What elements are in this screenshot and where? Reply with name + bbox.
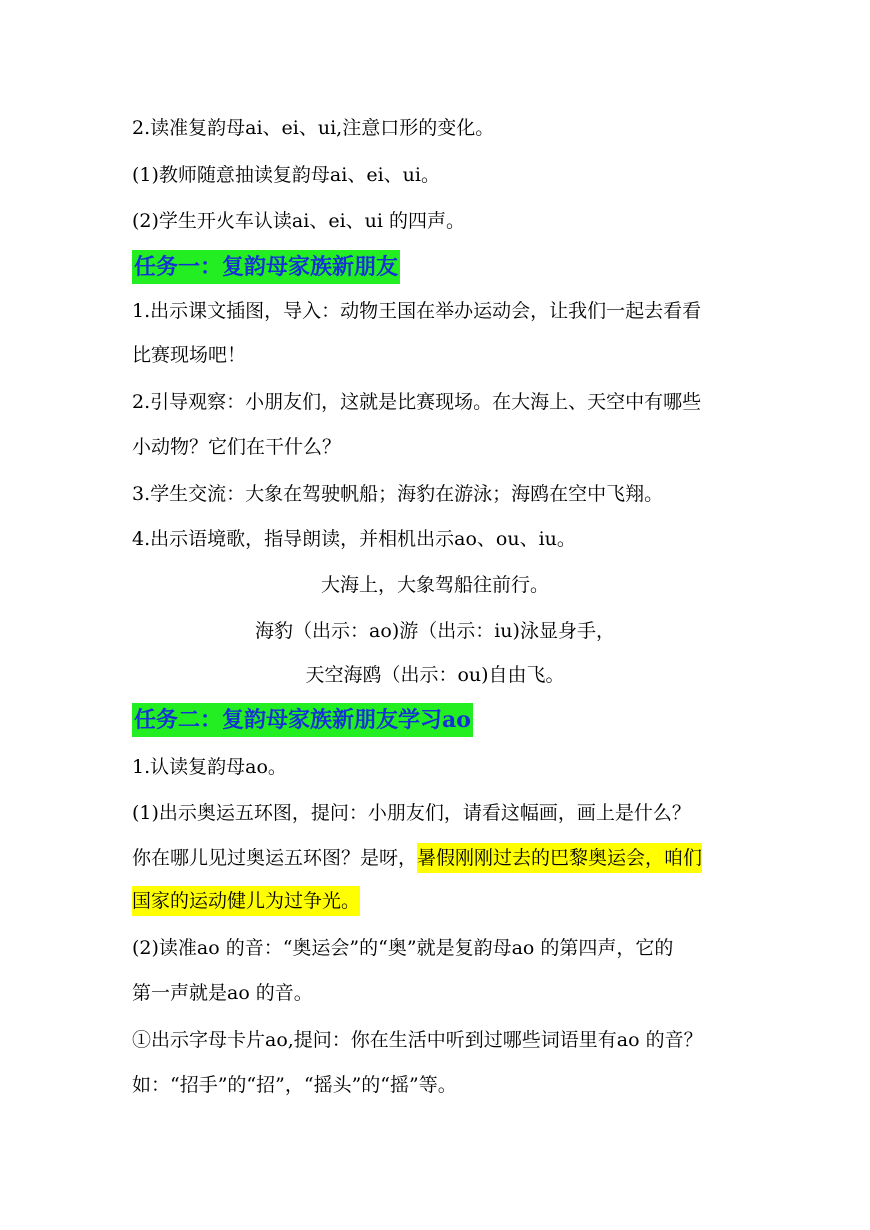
paragraph-task1-step1-line2: 比赛现场吧！: [132, 344, 247, 366]
paragraph-task1-step2-line1: 2.引导观察：小朋友们，这就是比赛现场。在大海上、天空中有哪些: [132, 391, 702, 413]
paragraph-task2-circled-1-line2: 如：“招手”的“招”，“摇头”的“摇”等。: [132, 1074, 457, 1096]
paragraph-task2-step1-2-line2: 第一声就是ao 的音。: [132, 982, 313, 1004]
paragraph-task1-step3: 3.学生交流：大象在驾驶帆船；海豹在游泳；海鸥在空中飞翔。: [132, 483, 664, 505]
paragraph-task1-step4: 4.出示语境歌，指导朗读，并相机出示ao、ou、iu。: [132, 528, 576, 550]
paragraph-task1-step2-line2: 小动物？它们在干什么？: [132, 436, 342, 458]
highlighted-text-segment: 国家的运动健儿为过争光。: [132, 886, 360, 916]
paragraph-task1-step1-line1: 1.出示课文插图，导入：动物王国在举办运动会，让我们一起去看看: [132, 300, 702, 322]
paragraph-task2-step1-2-line1: (2)读准ao 的音：“奥运会”的“奥”就是复韵母ao 的第四声，它的: [132, 937, 674, 959]
poem-line-3: 天空海鸥（出示：ou)自由飞。: [305, 664, 565, 686]
paragraph-task2-circled-1-line1: ①出示字母卡片ao,提问：你在生活中听到过哪些词语里有ao 的音？: [132, 1029, 703, 1051]
plain-text-segment: 你在哪儿见过奥运五环图？是呀，: [132, 847, 418, 869]
paragraph-task2-step1-1-line1: (1)出示奥运五环图，提问：小朋友们，请看这幅画，画上是什么？: [132, 802, 691, 824]
poem-line-2: 海豹（出示：ao)游（出示：iu)泳显身手，: [255, 620, 615, 642]
task-two-heading: 任务二：复韵母家族新朋友学习ao: [132, 703, 473, 737]
paragraph-task2-step1: 1.认读复韵母ao。: [132, 756, 287, 778]
task-one-heading: 任务一：复韵母家族新朋友: [132, 250, 400, 284]
poem-line-1: 大海上，大象驾船往前行。: [320, 574, 549, 596]
highlighted-text-segment: 暑假刚刚过去的巴黎奥运会，咱们: [417, 843, 702, 873]
paragraph-task2-step1-1-line2: [132, 845, 702, 871]
paragraph-step-2-1: (1)教师随意抽读复韵母ai、ei、ui。: [132, 164, 440, 186]
paragraph-task2-step1-1-line3: [132, 888, 360, 914]
paragraph-step-2: 2.读准复韵母ai、ei、ui,注意口形的变化。: [132, 117, 495, 139]
paragraph-step-2-2: (2)学生开火车认读ai、ei、ui 的四声。: [132, 210, 465, 232]
